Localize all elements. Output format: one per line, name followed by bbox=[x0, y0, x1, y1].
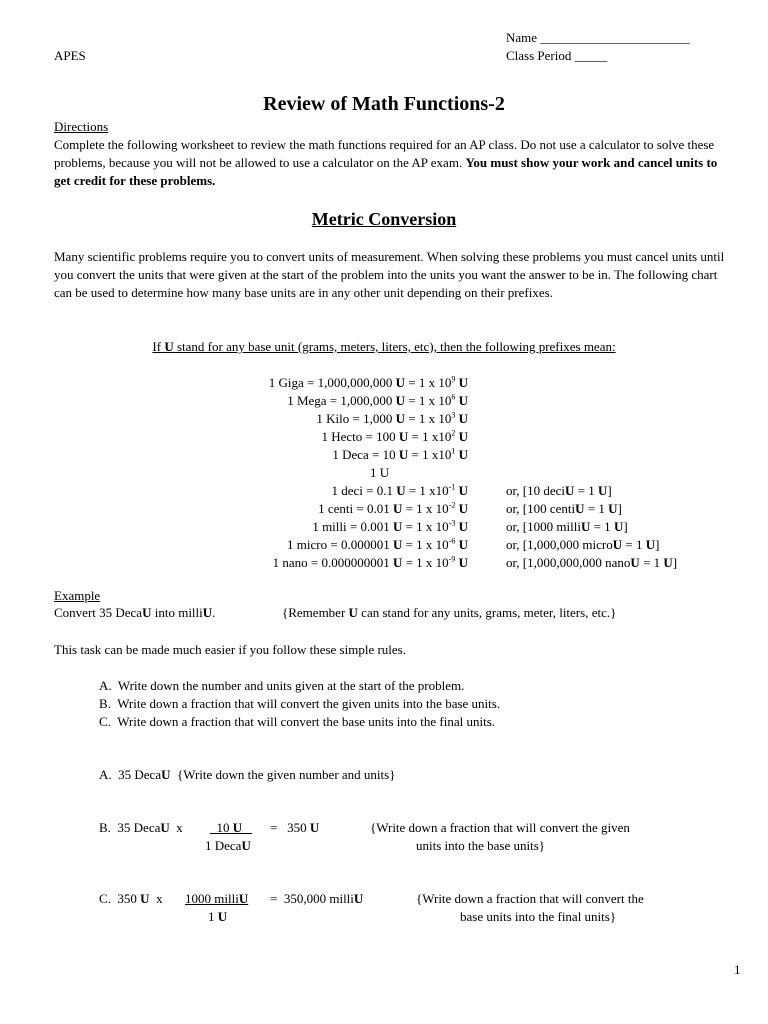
chart-caption: If U stand for any base unit (grams, meters, liters, etc), then the following prefixes mean: bbox=[152, 339, 616, 354]
example-problem: Convert 35 DecaU into milliU. bbox=[54, 605, 216, 620]
page-title: Review of Math Functions-2 bbox=[263, 93, 505, 115]
prefix-alt-form: or, [100 centiU = 1 U] bbox=[506, 501, 622, 516]
rule-item: A. Write down the number and units given at the start of the problem. bbox=[99, 678, 465, 693]
step-b-result: = 350 U bbox=[270, 820, 320, 835]
step-c-denominator: 1 U bbox=[208, 909, 228, 924]
prefix-row: 1 deci = 0.1 U = 1 $x10^{-1}$ U bbox=[331, 482, 468, 498]
prefix-row: 1 Kilo = 1,000 U = 1 x $10^3$ U bbox=[316, 410, 468, 426]
directions-bold-note: You must show your work and cancel units to get credit for these problems. bbox=[54, 155, 718, 188]
prefix-row: 1 Mega = 1,000,000 U = 1 x $10^6$ U bbox=[287, 392, 468, 408]
course-label: APES bbox=[54, 48, 86, 63]
step-c-numerator: 1000 milliU bbox=[185, 891, 249, 906]
step-b-numerator: 10 U bbox=[216, 820, 243, 835]
base-unit-row: 1 U bbox=[370, 465, 390, 480]
step-c-result: = 350,000 milliU bbox=[270, 891, 364, 906]
directions-text: Complete the following worksheet to review the math functions required for an AP class. Do not use a calculator to solve these problems, because you will not be allowed to use a calculator on the AP exam. You must show your work and cancel units to get credit for these problems. bbox=[54, 137, 718, 188]
step-b-note: {Write down a fraction that will convert the given bbox=[370, 820, 630, 835]
prefix-row: 1 milli = 0.001 U = 1 x $10^{-3}$ U bbox=[312, 518, 468, 534]
prefix-alt-form: or, [1,000,000 microU = 1 U] bbox=[506, 537, 660, 552]
class-period-label: Class Period _____ bbox=[506, 48, 608, 63]
prefix-row: 1 Deca = 10 U = 1 $x10^1$ U bbox=[332, 446, 468, 462]
step-c-line: C. 350 U x bbox=[99, 891, 163, 906]
prefix-row: 1 Giga = 1,000,000,000 U = 1 x $10^9$ U bbox=[268, 374, 468, 390]
prefix-row: 1 micro = 0.000001 U = 1 x $10^{-6}$ U bbox=[287, 536, 468, 552]
step-b-denominator: 1 DecaU bbox=[205, 838, 251, 853]
prefix-row: 1 nano = 0.000000001 U = 1 x $10^{-9}$ U bbox=[272, 554, 468, 570]
section-title: Metric Conversion bbox=[311, 209, 457, 229]
directions-heading: Directions bbox=[54, 119, 109, 134]
rule-item: B. Write down a fraction that will convert the given units into the base units. bbox=[99, 696, 501, 711]
prefix-alt-form: or, [10 deciU = 1 U] bbox=[506, 483, 612, 498]
step-b-line: B. 35 DecaU x bbox=[99, 820, 183, 835]
rule-item: C. Write down a fraction that will convert the base units into the final units. bbox=[99, 714, 496, 729]
prefix-row: 1 centi = 0.01 U = 1 x $10^{-2}$ U bbox=[318, 500, 468, 516]
step-a: A. 35 DecaU {Write down the given number and units} bbox=[99, 767, 396, 782]
prefix-alt-form: or, [1,000,000,000 nanoU = 1 U] bbox=[506, 555, 678, 570]
step-c-note: {Write down a fraction that will convert the bbox=[416, 891, 644, 906]
intro-paragraph: Many scientific problems require you to convert units of measurement. When solving these problems you must cancel units until you convert the units that were given at the start of the problem into the units you want the answer to be in. The following chart can be used to determine how many base units are in any other unit depending on their prefixes. bbox=[54, 249, 725, 300]
directions-block bbox=[54, 118, 734, 190]
prefix-row: 1 Hecto = 100 U = 1 $x10^2$ U bbox=[321, 428, 468, 444]
name-field-label: Name _______________________ bbox=[506, 30, 690, 45]
rules-intro: This task can be made much easier if you follow these simple rules. bbox=[54, 642, 406, 657]
page-number: 1 bbox=[734, 962, 741, 977]
step-c-note-cont: base units into the final units} bbox=[460, 909, 617, 924]
example-heading: Example bbox=[54, 588, 101, 603]
prefix-alt-form: or, [1000 milliU = 1 U] bbox=[506, 519, 628, 534]
step-b-note-cont: units into the base units} bbox=[416, 838, 546, 853]
example-note: {Remember U can stand for any units, grams, meter, liters, etc.} bbox=[282, 605, 617, 620]
